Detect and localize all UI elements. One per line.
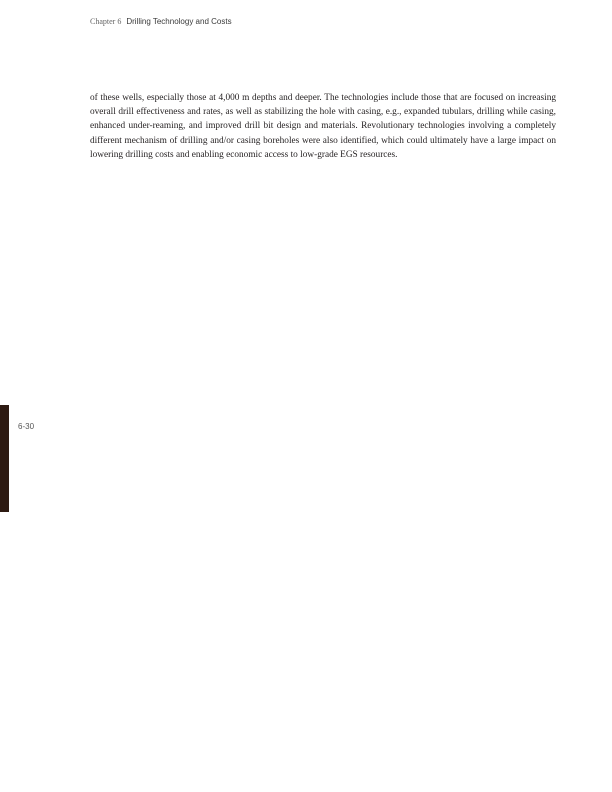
chapter-label: Chapter 6 [90, 17, 122, 26]
page-number: 6-30 [18, 422, 35, 431]
chapter-title: Drilling Technology and Costs [126, 17, 232, 26]
chapter-edge-tab [0, 405, 9, 512]
running-header [90, 16, 232, 27]
body-paragraph: of these wells, especially those at 4,000 m depths and deeper. The technologies include those that are focused on increasing overall drill effectiveness and rates, as well as stabilizing the hole with casing, e.g., expanded tubulars, drilling while casing, enhanced under-reaming, and improved drill bit design and materials. Revolutionary technologies involving a completely different mechanism of drilling and/or casing boreholes were also identified, which could ultimately have a large impact on lowering drilling costs and enabling economic access to low-grade EGS resources. [90, 93, 556, 160]
